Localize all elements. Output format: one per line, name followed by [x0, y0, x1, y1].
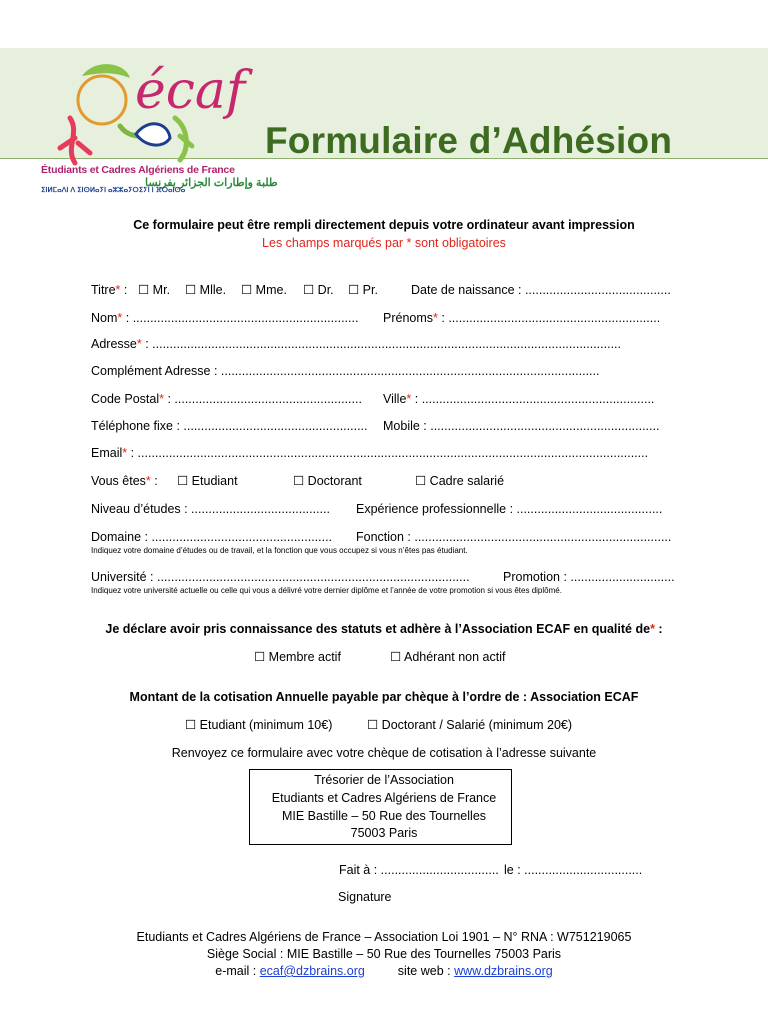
adherant-non-actif-checkbox[interactable]: ☐ Adhérant non actif — [390, 650, 506, 664]
logo-subtitle: Étudiants et Cadres Algériens de France — [41, 164, 235, 176]
experience-field[interactable]: Expérience professionnelle : .......................................... — [356, 502, 663, 516]
date-naissance-field[interactable]: Date de naissance : .......................................... — [411, 283, 671, 297]
telephone-field[interactable]: Téléphone fixe : ..................................................... — [91, 419, 368, 433]
cotisation-doctorant-checkbox[interactable]: ☐ Doctorant / Salarié (minimum 20€) — [367, 718, 573, 732]
address-line-4: 75003 Paris — [350, 826, 418, 840]
prenoms-label: Prénoms — [383, 311, 434, 325]
code-postal-label: Code Postal — [91, 392, 160, 406]
code-postal-field[interactable]: Code Postal* : ...................................................... — [91, 392, 362, 406]
date-field[interactable]: le : .................................. — [504, 863, 643, 877]
vous-etes-field: Vous êtes* : — [91, 474, 158, 488]
logo-tifinagh: ⵉⵏⵍⵎⴰⴷⵏ ⴷ ⵉⵏⵙⵍⴰⵢⵏ ⴰⵣⵣⴰⵢⵔⵉⵢⵏ ⵏ ⴼⵔⴰⵏⵙⴰ — [41, 187, 186, 194]
domaine-field[interactable]: Domaine : .................................................... — [91, 530, 333, 544]
required-note: Les champs marqués par * sont obligatoires — [262, 236, 506, 250]
email-link[interactable]: ecaf@dzbrains.org — [259, 964, 365, 978]
svg-text:écaf: écaf — [135, 61, 246, 121]
domaine-note: Indiquez votre domaine d’études ou de travail, et la fonction que vous occupez si vous n’êtes pas étudiant. — [91, 546, 468, 555]
nom-field[interactable]: Nom* : ................................................................. — [91, 311, 359, 325]
complement-adresse-field[interactable]: Complément Adresse : ............................................................................................................. — [91, 364, 600, 378]
ville-label: Ville — [383, 392, 407, 406]
titre-field: Titre* : — [91, 283, 128, 297]
membre-actif-checkbox[interactable]: ☐ Membre actif — [254, 650, 341, 664]
logo-arabic: طلبة وإطارات الجزائر بفرنسا — [145, 177, 278, 189]
email-label: e-mail : — [215, 964, 260, 978]
cadre-salarie-checkbox[interactable]: ☐ Cadre salarié — [415, 474, 505, 488]
required-star: * — [115, 283, 121, 297]
renvoyez-text: Renvoyez ce formulaire avec votre chèque de cotisation à l’adresse suivante — [171, 746, 597, 760]
adresse-label: Adresse — [91, 337, 137, 351]
cotisation-etudiant-checkbox[interactable]: ☐ Etudiant (minimum 10€) — [185, 718, 333, 732]
footer-line-2: Siège Social : MIE Bastille – 50 Rue des Tournelles 75003 Paris — [206, 947, 562, 961]
promotion-field[interactable]: Promotion : .............................. — [503, 570, 675, 584]
declaration-text: Je déclare avoir pris connaissance des statuts et adhère à l’Association ECAF en qualité de* : — [105, 622, 663, 636]
mobile-field[interactable]: Mobile : .................................................................. — [383, 419, 660, 433]
nom-label: Nom — [91, 311, 118, 325]
adresse-field[interactable]: Adresse* : ....................................................................................................................................... — [91, 337, 621, 351]
address-line-2: Etudiants et Cadres Algériens de France — [271, 791, 497, 805]
intro-line: Ce formulaire peut être rempli directement depuis votre ordinateur avant impression — [133, 218, 635, 232]
vous-etes-label: Vous êtes — [91, 474, 146, 488]
titre-label: Titre — [91, 283, 116, 297]
doctorant-checkbox[interactable]: ☐ Doctorant — [293, 474, 362, 488]
form-title: Formulaire d’Adhésion — [265, 120, 673, 161]
titre-dr-checkbox[interactable]: ☐ Dr. — [303, 283, 334, 297]
email-label: Email — [91, 446, 123, 460]
footer-contact — [0, 964, 768, 978]
titre-mr-checkbox[interactable]: ☐ Mr. — [138, 283, 171, 297]
titre-mme-checkbox[interactable]: ☐ Mme. — [241, 283, 287, 297]
site-label: site web : — [397, 964, 455, 978]
email-field[interactable]: Email* : ................................................................................................................................................... — [91, 446, 649, 460]
universite-note: Indiquez votre université actuelle ou celle qui vous a délivré votre dernier diplôme et l’année de votre promotion si vous êtes diplômé. — [91, 586, 562, 595]
address-line-3: MIE Bastille – 50 Rue des Tournelles — [281, 809, 487, 823]
fait-a-field[interactable]: Fait à : .................................. — [339, 863, 499, 877]
titre-mlle-checkbox[interactable]: ☐ Mlle. — [185, 283, 227, 297]
ville-field[interactable]: Ville* : ................................................................... — [383, 392, 655, 406]
prenoms-field[interactable]: Prénoms* : ............................................................. — [383, 311, 661, 325]
signature-label: Signature — [338, 890, 392, 904]
cotisation-title: Montant de la cotisation Annuelle payable par chèque à l’ordre de : Association ECAF — [129, 690, 639, 704]
niveau-etudes-field[interactable]: Niveau d’études : ........................................ — [91, 502, 330, 516]
etudiant-checkbox[interactable]: ☐ Etudiant — [177, 474, 238, 488]
titre-pr-checkbox[interactable]: ☐ Pr. — [348, 283, 378, 297]
address-line-1: Trésorier de l’Association — [314, 773, 454, 787]
footer-line-1: Etudiants et Cadres Algériens de France – Association Loi 1901 – N° RNA : W751219065 — [136, 930, 632, 944]
universite-field[interactable]: Université : .......................................................................................... — [91, 570, 470, 584]
site-link[interactable]: www.dzbrains.org — [454, 964, 553, 978]
fonction-field[interactable]: Fonction : .......................................................................... — [356, 530, 672, 544]
